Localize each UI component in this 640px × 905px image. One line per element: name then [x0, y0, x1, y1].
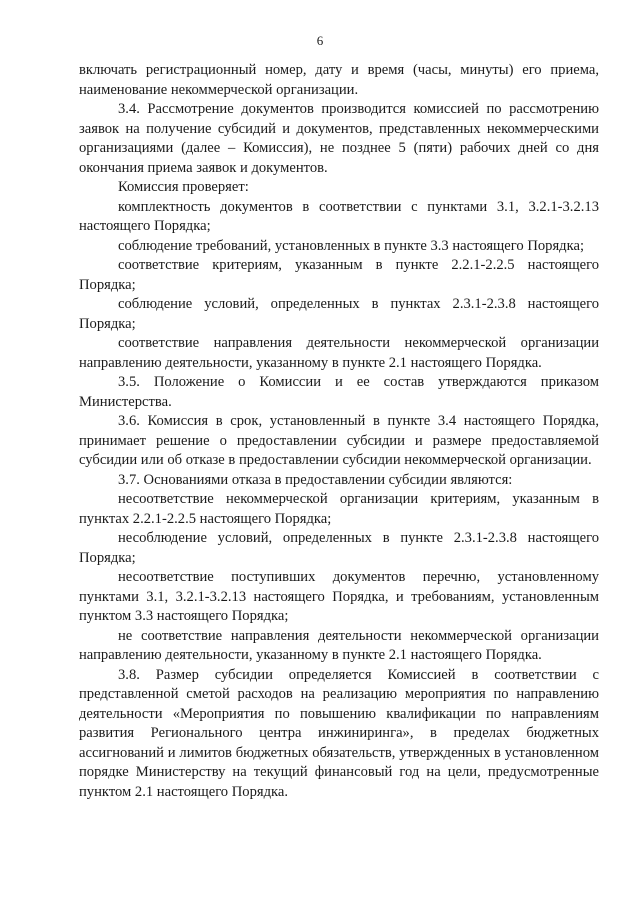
- paragraph-check-requirements: соблюдение требований, установленных в пункте 3.3 настоящего Порядка;: [118, 237, 585, 254]
- paragraph-check-direction: соответствие направления деятельности некоммерческой организации направлению деятельности, указанному в пункте 2.1 настоящего Порядка.: [79, 335, 599, 371]
- paragraph-3-4: 3.4. Рассмотрение документов производится комиссией по рассмотрению заявок на получение субсидий и документов, представленных некоммерческими организациями (далее – Комиссия), не позднее 5 (пяти) рабочих дней со дня окончания приема заявок и документов.: [79, 101, 599, 176]
- paragraph-refusal-criteria: несоответствие некоммерческой организации критериям, указанным в пунктах 2.2.1-2.2.5 настоящего Порядка;: [79, 491, 599, 527]
- paragraph-3-6: 3.6. Комиссия в срок, установленный в пункте 3.4 настоящего Порядка, принимает решение о предоставлении субсидии и размере предоставляемой субсидии или об отказе в предоставлении субсидии некоммерческой организации.: [79, 413, 599, 468]
- paragraph-3-8: 3.8. Размер субсидии определяется Комиссией в соответствии с представленной сметой расходов на реализацию мероприятия по направлению деятельности «Мероприятия по повышению квалификации по направлениям развития Регионального центра инжиниринга», в пределах бюджетных ассигнований и лимитов бюджетных обязательств, утвержденных в установленном порядке Министерству на текущий финансовый год на цели, предусмотренные пунктом 2.1 настоящего Порядка.: [79, 666, 599, 800]
- paragraph-check-criteria: соответствие критериям, указанным в пункте 2.2.1-2.2.5 настоящего Порядка;: [79, 257, 599, 293]
- paragraph-refusal-conditions: несоблюдение условий, определенных в пункте 2.3.1-2.3.8 настоящего Порядка;: [79, 530, 599, 566]
- page-number: 6: [316, 33, 324, 48]
- document-body: [79, 61, 599, 802]
- paragraph-refusal-direction: не соответствие направления деятельности некоммерческой организации направлению деятельности, указанному в пункте 2.1 настоящего Порядка.: [79, 627, 599, 663]
- paragraph-refusal-documents: несоответствие поступивших документов перечню, установленному пунктами 3.1, 3.2.1-3.2.13 настоящего Порядка, и требованиям, установленным пунктом 3.3 настоящего Порядка;: [79, 569, 599, 624]
- paragraph-check-conditions: соблюдение условий, определенных в пунктах 2.3.1-2.3.8 настоящего Порядка;: [79, 296, 599, 332]
- paragraph-commission-checks: Комиссия проверяет:: [118, 179, 249, 195]
- paragraph-3-5: 3.5. Положение о Комиссии и ее состав утверждаются приказом Министерства.: [79, 374, 599, 410]
- paragraph-3-7: 3.7. Основаниями отказа в предоставлении субсидии являются:: [118, 471, 513, 488]
- paragraph-check-completeness: комплектность документов в соответствии с пунктами 3.1, 3.2.1-3.2.13 настоящего Порядка;: [79, 198, 599, 234]
- paragraph-continuation: включать регистрационный номер, дату и время (часы, минуты) его приема, наименование некоммерческой организации.: [79, 62, 599, 98]
